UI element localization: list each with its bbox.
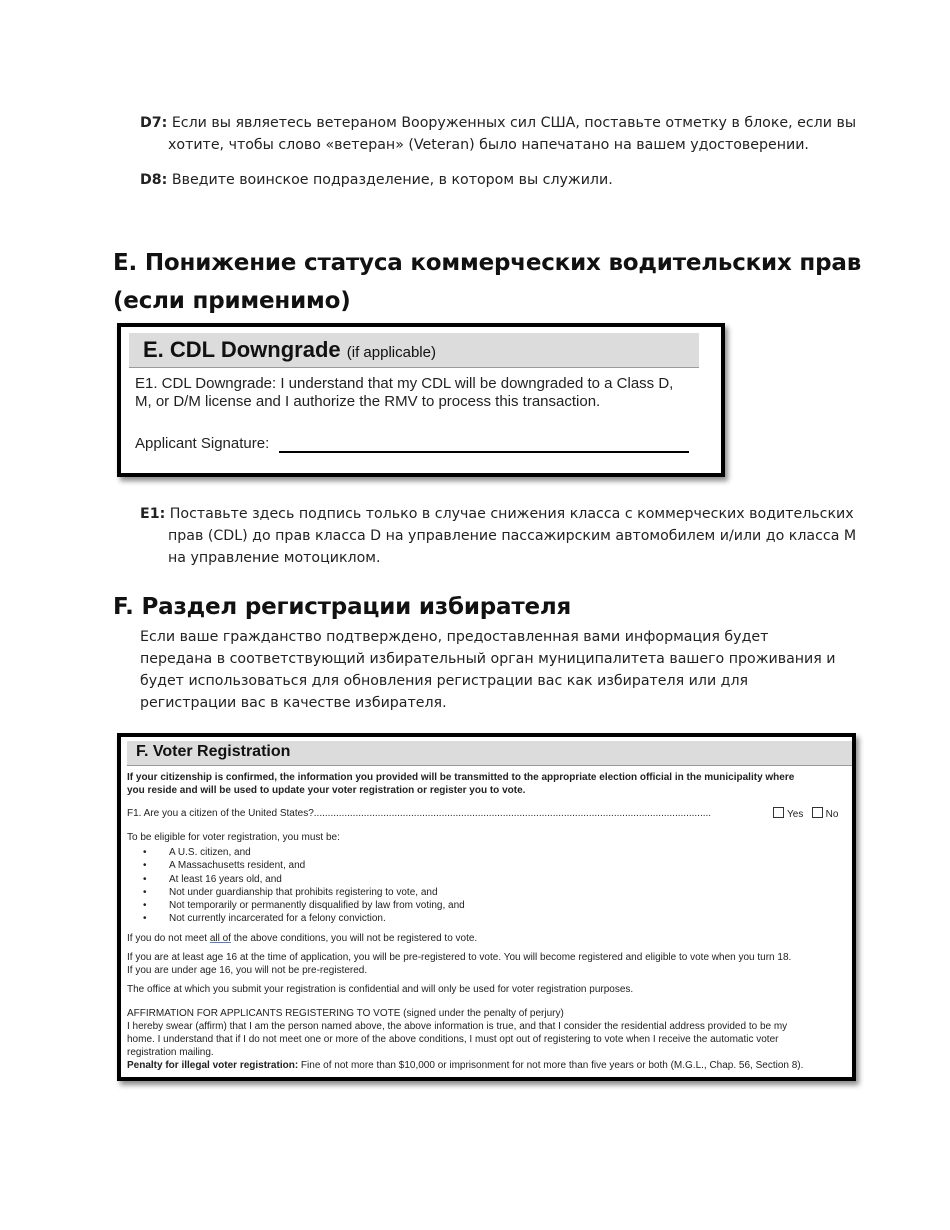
age-rules: If you are at least age 16 at the time of application, you will be pre-registered to vote. You will become registered and eligible to vote when you turn 18. If you are under age 16, you will not be pre-registered. xyxy=(127,952,792,976)
list-item: • At least 16 years old, and xyxy=(143,873,282,885)
f1-no-checkbox[interactable] xyxy=(812,807,823,818)
e1-text: Поставьте здесь подпись только в случае снижения класса с коммерческих водительских прав (CDL) до прав класса D на управление пассажирским автомобилем и/или до класса M на управление мотоциклом. xyxy=(168,506,857,566)
office-confidential: The office at which you submit your registration is confidential and will only be used for voter registration purposes. xyxy=(127,984,634,995)
penalty-line: Penalty for illegal voter registration: Fine of not more than $10,000 or imprisonment for not more than five years or both (M.G.L., Chap. 56, Section 8). xyxy=(127,1060,804,1071)
d8-label: D8: xyxy=(140,172,168,188)
cdl-form-title: E. CDL Downgrade (if applicable) xyxy=(143,337,436,362)
cdl-downgrade-form-image xyxy=(117,323,725,477)
list-item: • A Massachusetts resident, and xyxy=(143,860,306,872)
voter-bold-intro: If your citizenship is confirmed, the information you provided will be transmitted to the appropriate election official in the municipality where you reside and will be used to update your voter registration or register you to vote. xyxy=(127,772,795,796)
eligibility-list xyxy=(143,846,465,926)
voter-form-title: F. Voter Registration xyxy=(136,743,291,760)
list-item: • Not currently incarcerated for a felony conviction. xyxy=(143,913,386,925)
section-e-heading xyxy=(113,244,861,320)
cdl-form-statement: E1. CDL Downgrade: I understand that my CDL will be downgraded to a Class D, M, or D/M license and I authorize the RMV to process this transaction. xyxy=(135,375,674,410)
d7-paragraph xyxy=(140,112,868,156)
list-item: • A U.S. citizen, and xyxy=(143,847,251,858)
f1-yes-checkbox[interactable] xyxy=(773,807,784,818)
list-item: • Not under guardianship that prohibits registering to vote, and xyxy=(143,886,438,898)
section-f-heading: F. Раздел регистрации избирателя xyxy=(113,594,572,620)
f1-question: F1. Are you a citizen of the United States?............................................................................................................................................... xyxy=(127,808,712,819)
f1-no-label: No xyxy=(825,809,839,820)
f1-question-row xyxy=(127,807,847,820)
d7-label: D7: xyxy=(140,115,168,131)
voter-form-title-bar xyxy=(127,741,852,766)
cdl-form-title-note: (if applicable) xyxy=(346,344,436,361)
eligibility-intro: To be eligible for voter registration, you must be: xyxy=(127,832,340,843)
d8-paragraph xyxy=(140,169,840,191)
f1-yes-label: Yes xyxy=(787,809,804,820)
f1-options xyxy=(771,807,838,821)
affirmation-title: AFFIRMATION FOR APPLICANTS REGISTERING TO VOTE xyxy=(127,1008,401,1019)
cdl-form-title-bar xyxy=(129,333,699,368)
list-item: • Not temporarily or permanently disqualified by law from voting, and xyxy=(143,900,465,912)
d7-text: Если вы являетесь ветераном Вооруженных сил США, поставьте отметку в блоке, если вы хотите, чтобы слово «ветеран» (Veteran) было напечатано на вашем удостоверении. xyxy=(168,115,857,153)
not-meet-conditions: If you do not meet all of the above conditions, you will not be registered to vote. xyxy=(127,933,478,944)
affirmation: AFFIRMATION FOR APPLICANTS REGISTERING TO VOTE (signed under the penalty of perjury) I hereby swear (affirm) that I am the person named above, the above information is true, and that I consider the residential address provided to be my home. I understand that if I do not meet one or more of the above conditions, I must opt out of registering to vote when I receive the automatic voter registration mailing. xyxy=(127,1008,788,1058)
cdl-signature-line xyxy=(279,451,689,453)
e1-paragraph xyxy=(140,503,868,569)
section-f-intro: Если ваше гражданство подтверждено, предоставленная вами информация будет передана в соответствующий избирательный орган муниципалитета вашего проживания и будет использоваться для обновления регистрации вас как избирателя или для регистрации вас в качестве избирателя. xyxy=(140,629,836,711)
penalty-label: Penalty for illegal voter registration: xyxy=(127,1060,299,1071)
section-e-heading-line2: (если применимо) xyxy=(113,288,351,314)
voter-registration-form-image xyxy=(117,733,856,1081)
e1-label: E1: xyxy=(140,506,166,522)
cdl-signature-label: Applicant Signature: xyxy=(135,435,270,452)
section-e-heading-line1: E. Понижение статуса коммерческих водительских прав xyxy=(113,250,862,276)
d8-text: Введите воинское подразделение, в котором вы служили. xyxy=(171,172,613,188)
